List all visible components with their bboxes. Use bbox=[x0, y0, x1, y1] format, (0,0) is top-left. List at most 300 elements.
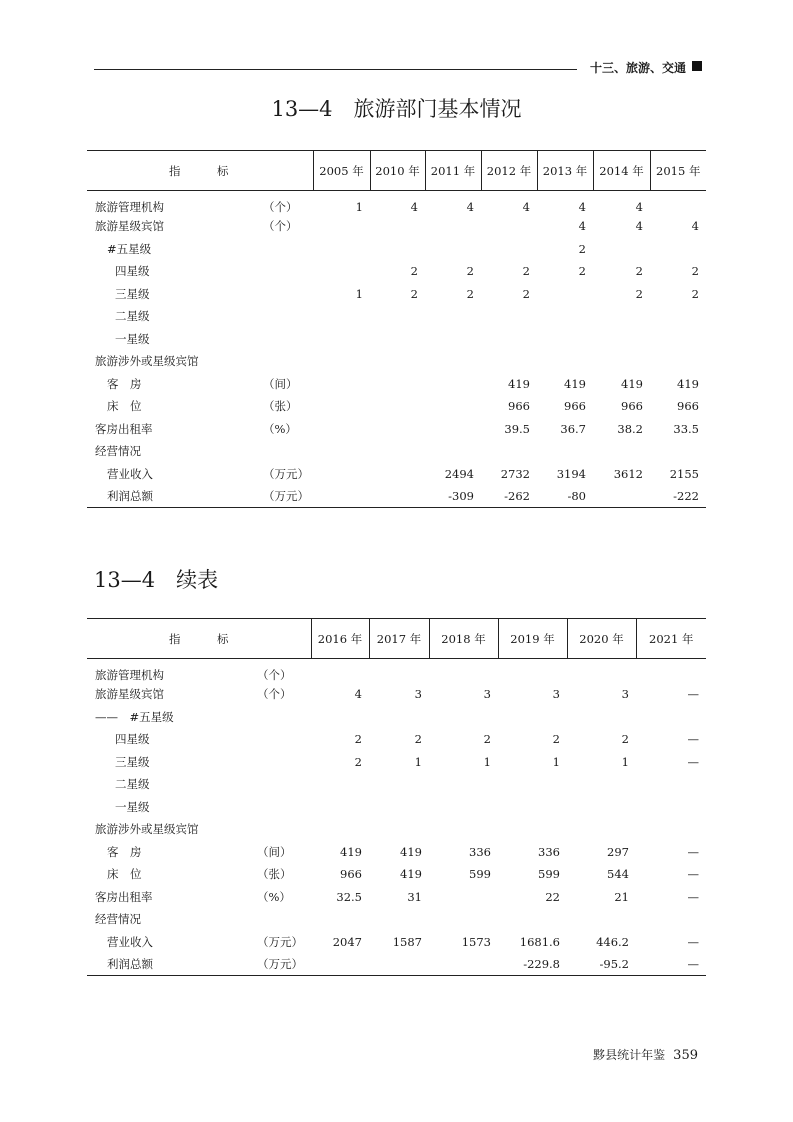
value-cell bbox=[429, 818, 498, 841]
row-label: 利润总额 bbox=[107, 957, 153, 971]
value-cell: 2 bbox=[354, 732, 362, 747]
value-cell bbox=[636, 908, 706, 931]
value-cell bbox=[481, 238, 537, 261]
value-cell bbox=[313, 328, 370, 351]
table-row bbox=[87, 238, 706, 261]
value-cell: 966 bbox=[340, 867, 362, 882]
row-label: 二星级 bbox=[115, 309, 150, 324]
value-cell: 2 bbox=[635, 264, 643, 279]
table-row bbox=[87, 373, 706, 396]
row-label: 旅游星级宾馆 bbox=[95, 219, 164, 234]
row-label-cell bbox=[87, 886, 311, 909]
value-cell: 3 bbox=[621, 687, 629, 702]
table1-title: 13—4 旅游部门基本情况 bbox=[271, 97, 522, 121]
value-cell bbox=[311, 773, 369, 796]
value-cell bbox=[593, 485, 650, 508]
row-label-cell bbox=[87, 908, 311, 931]
value-cell: — bbox=[636, 953, 706, 976]
value-cell bbox=[311, 659, 369, 684]
row-unit: （万元） bbox=[263, 466, 309, 481]
value-cell bbox=[311, 796, 369, 819]
value-cell: 4 bbox=[354, 687, 362, 702]
row-label-cell bbox=[87, 350, 313, 373]
row-label: 三星级 bbox=[115, 754, 150, 769]
value-cell bbox=[425, 440, 481, 463]
year-header-5: 2014 年 bbox=[593, 151, 650, 191]
row-label: 三星级 bbox=[115, 286, 150, 301]
value-cell: 1681.6 bbox=[519, 934, 560, 949]
row-label: 经营情况 bbox=[95, 912, 141, 927]
value-cell: 2732 bbox=[500, 466, 530, 481]
value-cell bbox=[429, 886, 498, 909]
indicator-header bbox=[87, 151, 313, 191]
value-cell bbox=[311, 908, 369, 931]
value-cell: 336 bbox=[469, 844, 491, 859]
year-header-1: 2017 年 bbox=[369, 619, 429, 659]
year-header-2: 2011 年 bbox=[425, 151, 481, 191]
row-label-cell bbox=[87, 328, 313, 351]
row-label-cell bbox=[87, 818, 311, 841]
row-label-cell bbox=[87, 215, 313, 238]
row-label: —— #五星级 bbox=[95, 709, 174, 724]
value-cell: 1587 bbox=[392, 934, 422, 949]
row-label-cell bbox=[87, 283, 313, 306]
value-cell bbox=[498, 773, 567, 796]
row-label-cell bbox=[87, 953, 311, 976]
row-label: 床 位 bbox=[107, 399, 142, 414]
row-unit: （万元） bbox=[263, 489, 309, 503]
value-cell: — bbox=[687, 934, 699, 949]
value-cell: 2047 bbox=[332, 934, 362, 949]
value-cell bbox=[429, 953, 498, 976]
year-header-0: 2005 年 bbox=[313, 151, 370, 191]
value-cell bbox=[369, 818, 429, 841]
header-rule bbox=[94, 69, 577, 70]
value-cell: 21 bbox=[614, 889, 629, 904]
value-cell: 2 bbox=[410, 286, 418, 301]
row-label-cell bbox=[87, 305, 313, 328]
value-cell: -95.2 bbox=[567, 953, 636, 976]
value-cell: 419 bbox=[621, 376, 643, 391]
table-row bbox=[87, 818, 706, 841]
value-cell bbox=[425, 238, 481, 261]
value-cell: 1573 bbox=[461, 934, 491, 949]
value-cell bbox=[311, 706, 369, 729]
row-label-cell bbox=[87, 260, 313, 283]
table-row bbox=[87, 796, 706, 819]
value-cell bbox=[650, 238, 706, 261]
table-row bbox=[87, 260, 706, 283]
value-cell bbox=[425, 305, 481, 328]
value-cell bbox=[313, 350, 370, 373]
table-row bbox=[87, 931, 706, 954]
value-cell: 2494 bbox=[444, 466, 474, 481]
value-cell bbox=[429, 659, 498, 684]
value-cell: 2 bbox=[410, 264, 418, 279]
value-cell: -309 bbox=[425, 485, 481, 508]
row-label: 利润总额 bbox=[107, 489, 153, 503]
value-cell: 599 bbox=[469, 867, 491, 882]
row-unit: （张） bbox=[263, 399, 298, 414]
row-label-cell bbox=[87, 238, 313, 261]
row-label-cell bbox=[87, 191, 313, 216]
value-cell bbox=[370, 215, 425, 238]
value-cell: 2 bbox=[522, 264, 530, 279]
row-label-cell bbox=[87, 728, 311, 751]
row-label: 床 位 bbox=[107, 867, 142, 882]
value-cell: 419 bbox=[400, 844, 422, 859]
table-row bbox=[87, 418, 706, 441]
value-cell: 3 bbox=[552, 687, 560, 702]
row-label-cell bbox=[87, 440, 313, 463]
value-cell: 3 bbox=[483, 687, 491, 702]
value-cell: — bbox=[687, 754, 699, 769]
row-label: 客 房 bbox=[107, 376, 142, 391]
table-row bbox=[87, 751, 706, 774]
row-label: 一星级 bbox=[115, 799, 150, 814]
value-cell: 3 bbox=[414, 687, 422, 702]
value-cell bbox=[498, 818, 567, 841]
value-cell bbox=[567, 659, 636, 684]
table-row bbox=[87, 886, 706, 909]
value-cell: 966 bbox=[677, 399, 699, 414]
value-cell: 297 bbox=[607, 844, 629, 859]
value-cell: 2 bbox=[522, 286, 530, 301]
value-cell bbox=[370, 373, 425, 396]
row-label-cell bbox=[87, 418, 313, 441]
row-unit: （个） bbox=[263, 200, 298, 214]
value-cell: 31 bbox=[407, 889, 422, 904]
row-unit: （%） bbox=[257, 889, 291, 904]
year-header-5: 2021 年 bbox=[636, 619, 706, 659]
value-cell bbox=[370, 238, 425, 261]
value-cell: 544 bbox=[607, 867, 629, 882]
value-cell bbox=[313, 238, 370, 261]
year-header-4: 2013 年 bbox=[537, 151, 593, 191]
table-row bbox=[87, 350, 706, 373]
table-row bbox=[87, 215, 706, 238]
value-cell: — bbox=[687, 889, 699, 904]
row-unit: （万元） bbox=[257, 934, 303, 949]
value-cell bbox=[481, 215, 537, 238]
table-row bbox=[87, 683, 706, 706]
black-square-icon bbox=[692, 61, 702, 71]
row-label: 客 房 bbox=[107, 844, 142, 859]
value-cell bbox=[370, 305, 425, 328]
year-header-6: 2015 年 bbox=[650, 151, 706, 191]
value-cell bbox=[537, 283, 593, 306]
row-label: 营业收入 bbox=[107, 466, 153, 481]
value-cell bbox=[593, 305, 650, 328]
table-row bbox=[87, 485, 706, 508]
running-header bbox=[94, 56, 706, 76]
year-header-2: 2018 年 bbox=[429, 619, 498, 659]
row-label-cell bbox=[87, 931, 311, 954]
value-cell bbox=[650, 350, 706, 373]
value-cell bbox=[369, 659, 429, 684]
value-cell bbox=[481, 305, 537, 328]
year-header-1: 2010 年 bbox=[370, 151, 425, 191]
value-cell bbox=[537, 350, 593, 373]
indicator-header bbox=[87, 619, 311, 659]
row-label-cell bbox=[87, 395, 313, 418]
row-unit: （张） bbox=[257, 867, 292, 882]
value-cell bbox=[311, 953, 369, 976]
value-cell: 2155 bbox=[669, 466, 699, 481]
row-label: 客房出租率 bbox=[95, 421, 153, 436]
value-cell bbox=[311, 818, 369, 841]
value-cell bbox=[370, 485, 425, 508]
table-row bbox=[87, 191, 706, 216]
table-row bbox=[87, 908, 706, 931]
year-header-3: 2012 年 bbox=[481, 151, 537, 191]
book-title: 黟县统计年鉴 bbox=[593, 1048, 666, 1062]
year-header-3: 2019 年 bbox=[498, 619, 567, 659]
table-row bbox=[87, 773, 706, 796]
row-unit: （%） bbox=[263, 421, 297, 436]
value-cell bbox=[429, 706, 498, 729]
value-cell bbox=[313, 395, 370, 418]
value-cell: 1 bbox=[414, 754, 422, 769]
value-cell: 419 bbox=[564, 376, 586, 391]
value-cell: 3612 bbox=[613, 466, 643, 481]
row-label-cell bbox=[87, 659, 311, 684]
table-row bbox=[87, 440, 706, 463]
value-cell: 36.7 bbox=[560, 421, 586, 436]
value-cell: 33.5 bbox=[673, 421, 699, 436]
table-row bbox=[87, 863, 706, 886]
value-cell: -229.8 bbox=[498, 953, 567, 976]
value-cell: 419 bbox=[677, 376, 699, 391]
value-cell: 2 bbox=[691, 286, 699, 301]
table-row bbox=[87, 706, 706, 729]
indicator-header-char-2: 标 bbox=[217, 631, 229, 646]
value-cell bbox=[425, 350, 481, 373]
value-cell: 599 bbox=[538, 867, 560, 882]
value-cell: 2 bbox=[621, 732, 629, 747]
indicator-header-char-1: 指 bbox=[169, 631, 181, 646]
value-cell: 4 bbox=[635, 200, 643, 214]
table-row bbox=[87, 283, 706, 306]
value-cell: 2 bbox=[578, 264, 586, 279]
value-cell: 39.5 bbox=[504, 421, 530, 436]
table-row bbox=[87, 305, 706, 328]
value-cell: 336 bbox=[538, 844, 560, 859]
row-label: 经营情况 bbox=[95, 444, 141, 459]
value-cell bbox=[313, 463, 370, 486]
value-cell bbox=[593, 440, 650, 463]
indicator-header-char-1: 指 bbox=[169, 163, 181, 178]
table2-title: 13—4 续表 bbox=[94, 568, 219, 592]
value-cell bbox=[313, 305, 370, 328]
value-cell: 2 bbox=[552, 732, 560, 747]
value-cell: 2 bbox=[635, 286, 643, 301]
value-cell bbox=[313, 260, 370, 283]
page-footer bbox=[593, 1046, 698, 1063]
row-unit: （间） bbox=[263, 376, 298, 391]
value-cell: 2 bbox=[483, 732, 491, 747]
table-row bbox=[87, 463, 706, 486]
value-cell: -262 bbox=[481, 485, 537, 508]
value-cell: 1 bbox=[355, 200, 363, 214]
row-label-cell bbox=[87, 485, 313, 508]
value-cell bbox=[636, 706, 706, 729]
row-label: 一星级 bbox=[115, 331, 150, 346]
value-cell bbox=[481, 328, 537, 351]
value-cell bbox=[369, 773, 429, 796]
value-cell: -222 bbox=[650, 485, 706, 508]
value-cell: — bbox=[687, 867, 699, 882]
row-label-cell bbox=[87, 841, 311, 864]
row-label: 二星级 bbox=[115, 777, 150, 792]
value-cell bbox=[593, 238, 650, 261]
value-cell: 4 bbox=[522, 200, 530, 214]
value-cell bbox=[650, 440, 706, 463]
section-title: 十三、旅游、交通 bbox=[589, 61, 686, 75]
value-cell: 4 bbox=[578, 219, 586, 234]
row-label-cell bbox=[87, 706, 311, 729]
value-cell: — bbox=[687, 732, 699, 747]
table-row bbox=[87, 395, 706, 418]
value-cell: 4 bbox=[578, 200, 586, 214]
value-cell bbox=[650, 328, 706, 351]
value-cell bbox=[593, 350, 650, 373]
value-cell bbox=[429, 908, 498, 931]
value-cell bbox=[369, 796, 429, 819]
row-unit: （个） bbox=[257, 687, 292, 702]
value-cell bbox=[425, 328, 481, 351]
row-label-cell bbox=[87, 773, 311, 796]
value-cell: 2 bbox=[578, 241, 586, 256]
row-label-cell bbox=[87, 463, 313, 486]
value-cell bbox=[537, 440, 593, 463]
value-cell: 4 bbox=[410, 200, 418, 214]
value-cell bbox=[567, 908, 636, 931]
value-cell: 419 bbox=[508, 376, 530, 391]
row-unit: （万元） bbox=[257, 957, 303, 971]
value-cell: 1 bbox=[621, 754, 629, 769]
value-cell bbox=[370, 350, 425, 373]
value-cell: 32.5 bbox=[336, 889, 362, 904]
value-cell: — bbox=[687, 687, 699, 702]
value-cell: 2 bbox=[466, 286, 474, 301]
value-cell bbox=[567, 818, 636, 841]
value-cell bbox=[498, 659, 567, 684]
table-row bbox=[87, 328, 706, 351]
value-cell: 966 bbox=[508, 399, 530, 414]
value-cell: 966 bbox=[621, 399, 643, 414]
value-cell: 4 bbox=[466, 200, 474, 214]
table-row bbox=[87, 728, 706, 751]
value-cell bbox=[429, 796, 498, 819]
value-cell: 419 bbox=[340, 844, 362, 859]
table1 bbox=[87, 150, 706, 508]
value-cell bbox=[429, 773, 498, 796]
row-label: #五星级 bbox=[107, 241, 152, 256]
value-cell bbox=[567, 706, 636, 729]
value-cell bbox=[369, 706, 429, 729]
value-cell: 446.2 bbox=[596, 934, 629, 949]
value-cell: 1 bbox=[483, 754, 491, 769]
value-cell bbox=[537, 305, 593, 328]
value-cell bbox=[567, 773, 636, 796]
value-cell bbox=[498, 706, 567, 729]
value-cell bbox=[498, 908, 567, 931]
table-row bbox=[87, 659, 706, 684]
value-cell bbox=[425, 418, 481, 441]
value-cell: 1 bbox=[355, 286, 363, 301]
value-cell bbox=[481, 350, 537, 373]
row-label-cell bbox=[87, 796, 311, 819]
table-row bbox=[87, 841, 706, 864]
row-label: 客房出租率 bbox=[95, 889, 153, 904]
year-header-4: 2020 年 bbox=[567, 619, 636, 659]
value-cell bbox=[370, 440, 425, 463]
value-cell: 4 bbox=[691, 219, 699, 234]
table1-header-row bbox=[87, 151, 706, 191]
row-label-cell bbox=[87, 751, 311, 774]
value-cell bbox=[369, 908, 429, 931]
row-unit: （个） bbox=[263, 219, 298, 234]
row-unit: （间） bbox=[257, 844, 292, 859]
value-cell: 4 bbox=[635, 219, 643, 234]
value-cell bbox=[636, 773, 706, 796]
table-row bbox=[87, 953, 706, 976]
row-label: 四星级 bbox=[115, 732, 150, 747]
value-cell: 966 bbox=[564, 399, 586, 414]
value-cell bbox=[370, 328, 425, 351]
value-cell bbox=[567, 796, 636, 819]
year-header-0: 2016 年 bbox=[311, 619, 369, 659]
value-cell: 2 bbox=[414, 732, 422, 747]
row-label-cell bbox=[87, 683, 311, 706]
value-cell bbox=[481, 440, 537, 463]
value-cell bbox=[636, 818, 706, 841]
value-cell bbox=[636, 796, 706, 819]
table2 bbox=[87, 618, 706, 976]
row-label: 旅游管理机构 bbox=[95, 200, 164, 214]
row-label: 旅游涉外或星级宾馆 bbox=[95, 354, 199, 369]
page-number: 359 bbox=[673, 1048, 698, 1063]
value-cell bbox=[650, 305, 706, 328]
value-cell bbox=[313, 373, 370, 396]
value-cell bbox=[593, 328, 650, 351]
value-cell bbox=[369, 953, 429, 976]
value-cell bbox=[425, 373, 481, 396]
value-cell bbox=[537, 328, 593, 351]
value-cell: 1 bbox=[552, 754, 560, 769]
value-cell bbox=[313, 418, 370, 441]
value-cell: 2 bbox=[466, 264, 474, 279]
value-cell bbox=[425, 395, 481, 418]
value-cell bbox=[498, 796, 567, 819]
value-cell: 2 bbox=[691, 264, 699, 279]
value-cell bbox=[313, 485, 370, 508]
value-cell bbox=[370, 395, 425, 418]
row-label: 旅游管理机构 bbox=[95, 668, 164, 682]
value-cell: 2 bbox=[354, 754, 362, 769]
value-cell: 22 bbox=[545, 889, 560, 904]
value-cell bbox=[370, 418, 425, 441]
row-unit: （个） bbox=[257, 668, 292, 682]
value-cell: 38.2 bbox=[617, 421, 643, 436]
value-cell bbox=[313, 215, 370, 238]
value-cell bbox=[370, 463, 425, 486]
row-label: 四星级 bbox=[115, 264, 150, 279]
value-cell: -80 bbox=[537, 485, 593, 508]
table2-header-row bbox=[87, 619, 706, 659]
value-cell bbox=[650, 191, 706, 216]
